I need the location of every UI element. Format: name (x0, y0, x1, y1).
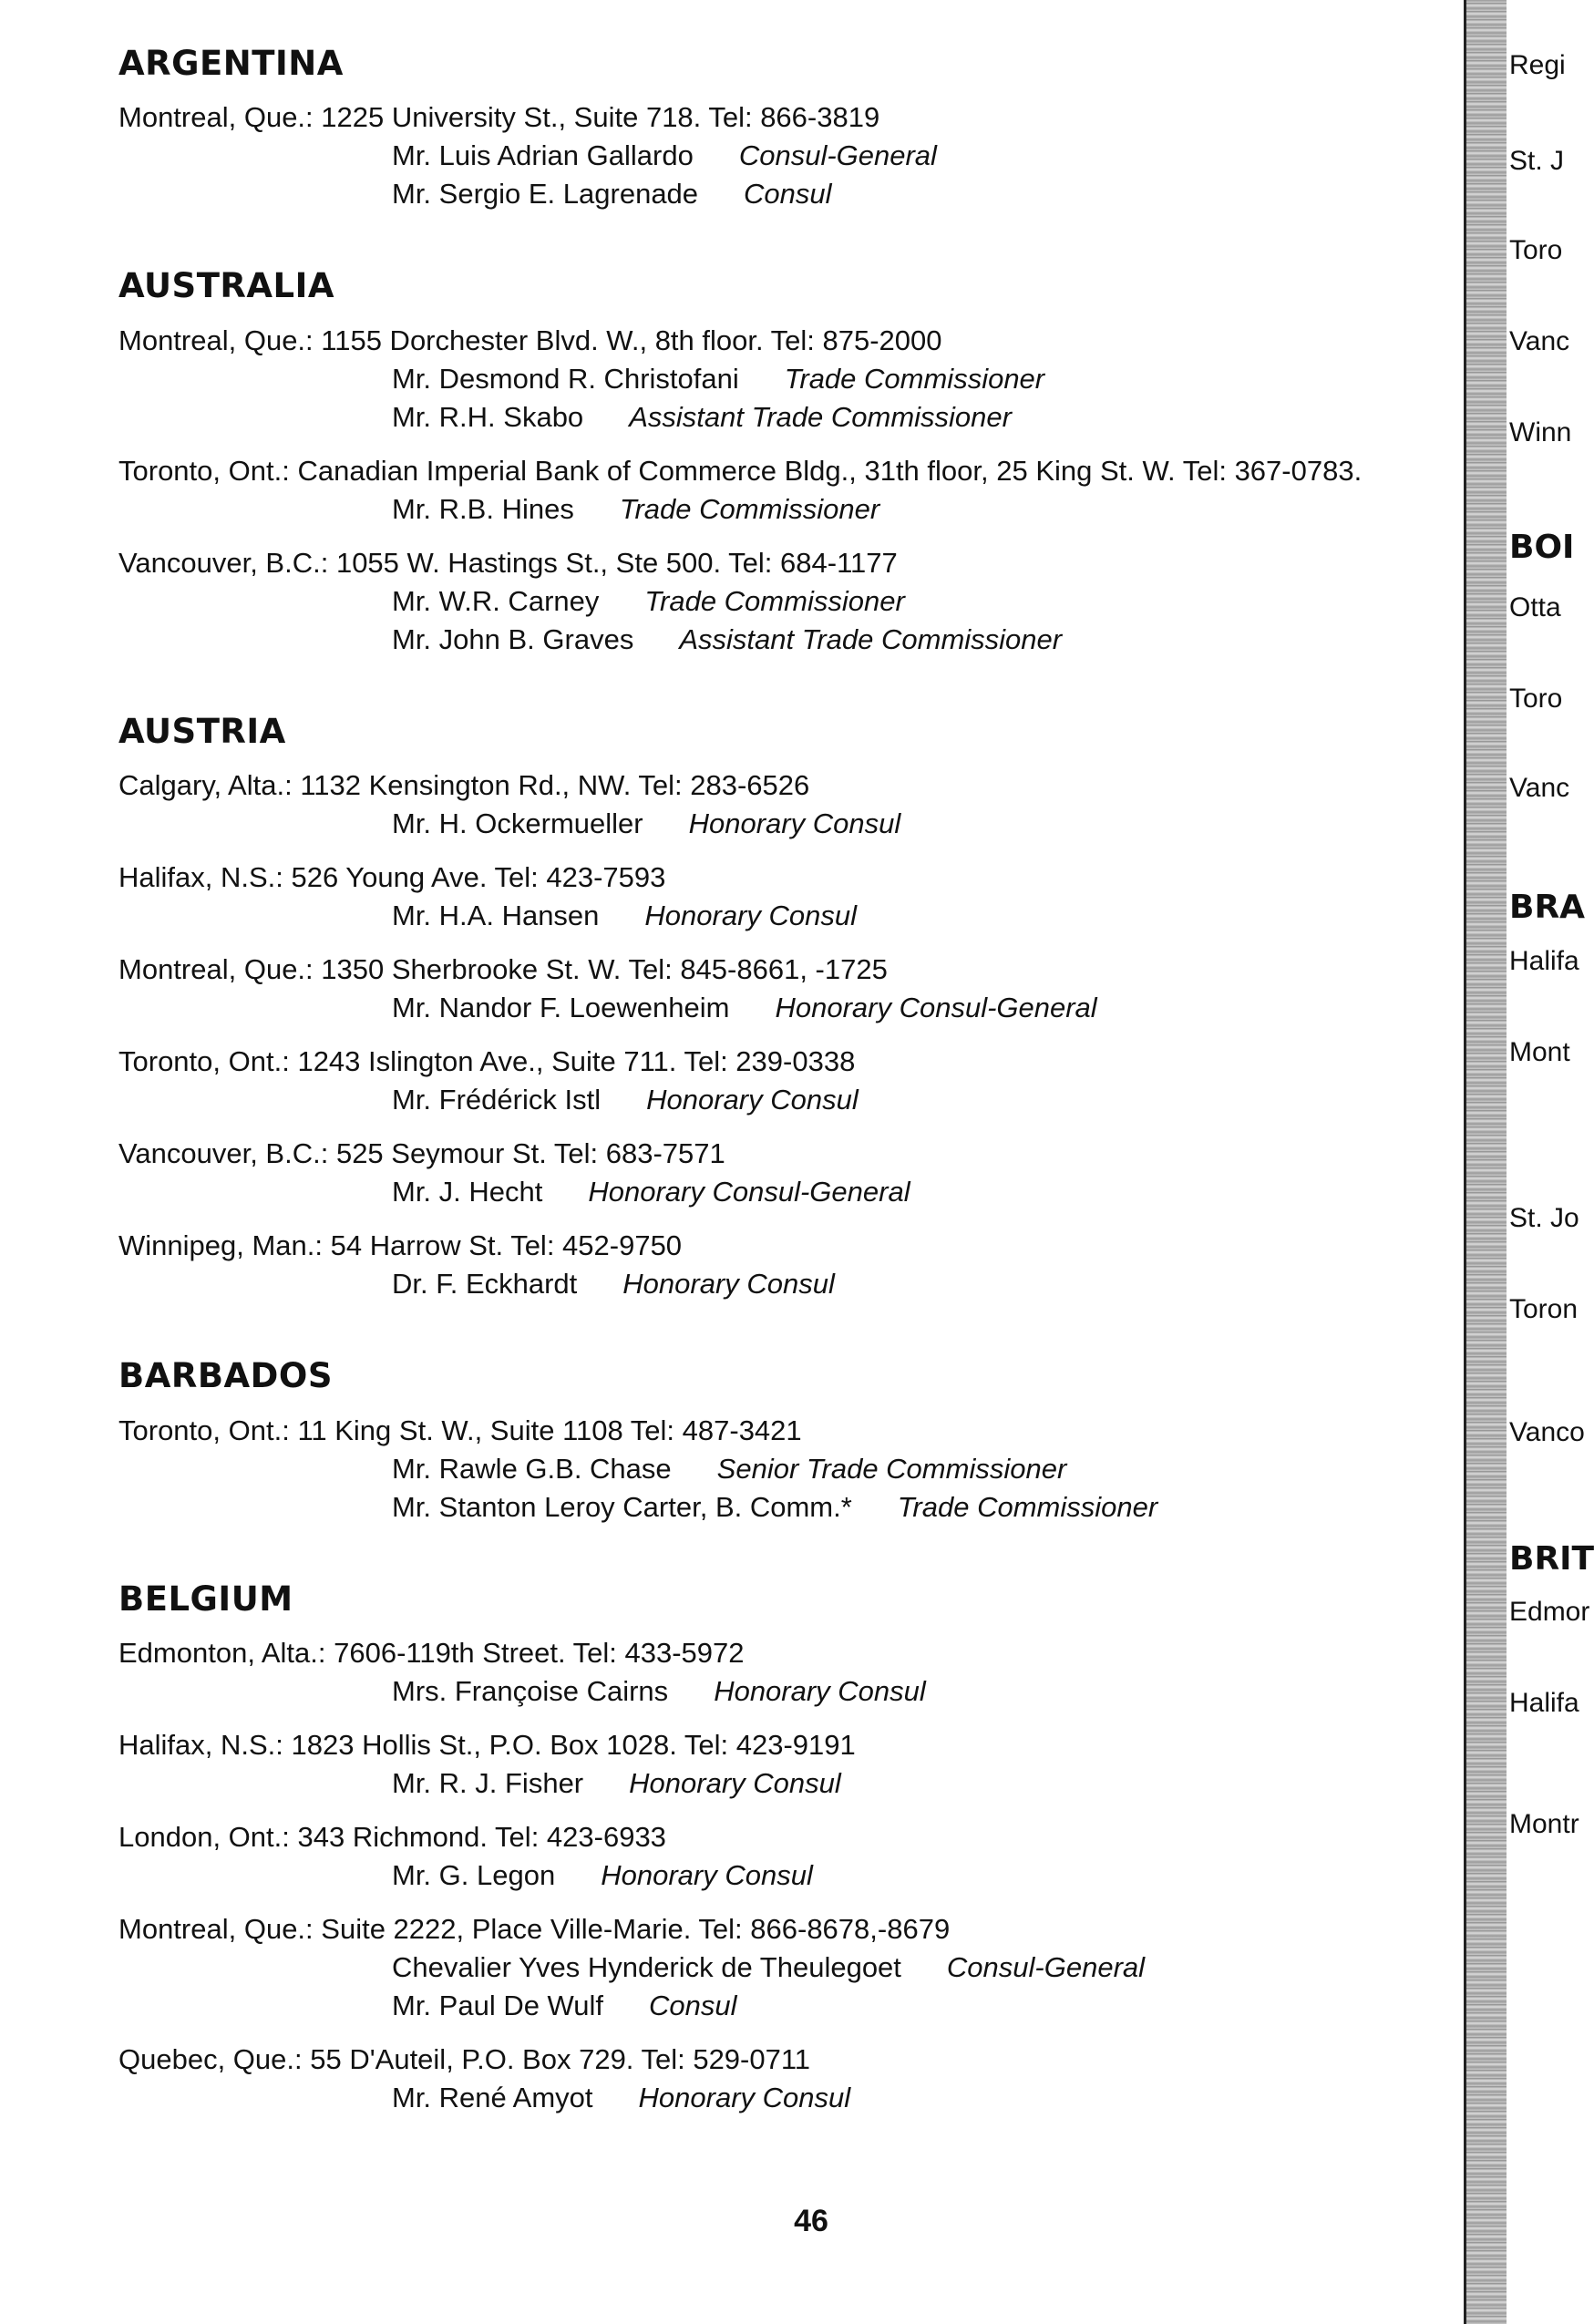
facing-page-text-fragment: Halifa (1509, 1688, 1579, 1718)
official-title: Honorary Consul (714, 1674, 926, 1707)
office-entry (118, 1634, 1449, 1711)
country-heading: ARGENTINA (118, 44, 344, 83)
office-address: Suite 2222, Place Ville-Marie. Tel: 866-8678,-8679 (321, 1912, 951, 1945)
official-name: Mr. G. Legon (392, 1858, 556, 1891)
office-address-line (118, 2041, 1449, 2079)
official-title: Honorary Consul (622, 1268, 835, 1301)
official-name: Mr. Paul De Wulf (392, 1989, 604, 2021)
office-entry (118, 1726, 1449, 1803)
office-entry (118, 1135, 1449, 1211)
facing-page-text-fragment: Vanc (1509, 773, 1570, 803)
facing-page-text-fragment: Winn (1509, 417, 1572, 447)
official-name: Mr. R.H. Skabo (392, 400, 584, 433)
facing-page-text-fragment: Halifa (1509, 946, 1579, 976)
office-entry (118, 452, 1449, 529)
office-address-line (118, 951, 1449, 989)
official-row (118, 398, 1449, 437)
office-address-line (118, 1227, 1449, 1265)
official-row (118, 1081, 1449, 1119)
official-row (118, 989, 1449, 1027)
official-title: Honorary Consul-General (588, 1176, 910, 1208)
country-heading: BARBADOS (118, 1356, 333, 1396)
facing-page-text-fragment: Montr (1509, 1809, 1579, 1839)
page-number: 46 (794, 2204, 828, 2238)
official-name: Mr. R.B. Hines (392, 492, 574, 525)
office-address-line (118, 1818, 1449, 1856)
country-heading: AUSTRALIA (118, 266, 335, 306)
official-name: Mr. Desmond R. Christofani (392, 362, 739, 395)
office-address-line (118, 766, 1449, 805)
office-address-line (118, 452, 1431, 490)
facing-page-heading-fragment: BRA (1509, 889, 1586, 926)
office-address: 55 D'Auteil, P.O. Box 729. Tel: 529-0711 (310, 2042, 811, 2075)
official-row (118, 1450, 1449, 1488)
official-title: Trade Commissioner (644, 584, 905, 617)
official-title: Assistant Trade Commissioner (629, 400, 1012, 433)
official-name: Mr. R. J. Fisher (392, 1766, 584, 1799)
office-address-line (118, 544, 1449, 582)
page-gutter (1464, 0, 1507, 2324)
office-entry (118, 1412, 1449, 1527)
official-name: Mrs. Françoise Cairns (392, 1674, 669, 1707)
office-entry (118, 2041, 1449, 2117)
country-section (118, 1579, 1449, 2117)
office-address: 1225 University St., Suite 718. Tel: 866-3819 (321, 101, 880, 134)
official-name: Mr. Sergio E. Lagrenade (392, 178, 699, 211)
country-heading: BELGIUM (118, 1578, 293, 1619)
official-row (118, 490, 1449, 529)
official-name: Mr. Frédérick Istl (392, 1084, 602, 1116)
official-row (118, 1949, 1449, 1987)
office-address-line (118, 1634, 1449, 1672)
office-address: 1055 W. Hastings St., Ste 500. Tel: 684-1177 (335, 546, 898, 579)
official-row (118, 2079, 1449, 2117)
office-entry (118, 1910, 1449, 2025)
office-city: Winnipeg, Man.: (118, 1229, 323, 1262)
official-title: Honorary Consul (646, 1084, 859, 1116)
official-row (118, 582, 1449, 621)
official-name: Mr. H.A. Hansen (392, 900, 600, 932)
official-title: Senior Trade Commissioner (716, 1452, 1067, 1485)
office-entry (118, 98, 1449, 213)
office-city: Calgary, Alta.: (118, 769, 293, 802)
office-entry (118, 544, 1449, 659)
official-title: Consul-General (946, 1950, 1146, 1983)
office-address-line (118, 98, 1449, 137)
office-address: Canadian Imperial Bank of Commerce Bldg., 31th floor, 25 King St. W. Tel: 367-0783. (297, 454, 1363, 487)
office-city: London, Ont.: (118, 1820, 290, 1853)
facing-page-text-fragment: Edmor (1509, 1597, 1590, 1627)
official-row (118, 1265, 1449, 1303)
official-name: Mr. Luis Adrian Gallardo (392, 139, 694, 172)
official-title: Trade Commissioner (619, 492, 880, 525)
office-entry (118, 322, 1449, 437)
official-title: Honorary Consul (638, 2081, 851, 2113)
official-title: Consul (744, 178, 832, 211)
facing-page-text-fragment: Regi (1509, 50, 1566, 80)
office-address: 1823 Hollis St., P.O. Box 1028. Tel: 423-9191 (291, 1728, 856, 1761)
official-name: Chevalier Yves Hynderick de Theulegoet (392, 1950, 901, 1983)
facing-page-text-fragment: St. Jo (1509, 1203, 1579, 1233)
office-address: 1243 Islington Ave., Suite 711. Tel: 239-0338 (297, 1045, 856, 1078)
official-title: Honorary Consul (688, 807, 901, 840)
office-entry (118, 1818, 1449, 1895)
office-entry (118, 1043, 1449, 1119)
office-address: 1132 Kensington Rd., NW. Tel: 283-6526 (300, 769, 810, 802)
official-row (118, 1987, 1449, 2025)
office-address-line (118, 1043, 1449, 1081)
official-title: Honorary Consul (629, 1766, 841, 1799)
office-city: Halifax, N.S.: (118, 1728, 283, 1761)
office-city: Vancouver, B.C.: (118, 546, 329, 579)
official-title: Honorary Consul-General (775, 992, 1097, 1024)
country-section (118, 1356, 1449, 1526)
official-row (118, 1488, 1449, 1527)
official-name: Mr. Rawle G.B. Chase (392, 1452, 672, 1485)
facing-page-text-fragment: Vanc (1509, 326, 1570, 356)
official-row (118, 175, 1449, 213)
official-name: Dr. F. Eckhardt (392, 1268, 578, 1301)
office-city: Edmonton, Alta.: (118, 1636, 326, 1669)
office-entry (118, 1227, 1449, 1303)
official-row (118, 360, 1449, 398)
office-entry (118, 766, 1449, 843)
office-address: 343 Richmond. Tel: 423-6933 (297, 1820, 666, 1853)
official-name: Mr. Stanton Leroy Carter, B. Comm.* (392, 1490, 852, 1523)
facing-page-text-fragment: St. J (1509, 146, 1565, 176)
office-address-line (118, 859, 1449, 897)
official-row (118, 621, 1449, 659)
official-name: Mr. John B. Graves (392, 622, 634, 655)
office-city: Vancouver, B.C.: (118, 1137, 329, 1170)
facing-page-text-fragment: Mont (1509, 1037, 1570, 1067)
official-title: Trade Commissioner (897, 1490, 1158, 1523)
facing-page-text-fragment: Otta (1509, 592, 1561, 622)
official-row (118, 897, 1449, 935)
official-title: Consul-General (738, 139, 937, 172)
office-entry (118, 859, 1449, 935)
official-title: Consul (649, 1989, 737, 2021)
facing-page-heading-fragment: BRIT (1509, 1540, 1594, 1578)
country-heading: AUSTRIA (118, 711, 286, 751)
facing-page-text-fragment: Toro (1509, 235, 1563, 265)
office-city: Toronto, Ont.: (118, 454, 290, 487)
official-row (118, 1764, 1449, 1803)
office-city: Toronto, Ont.: (118, 1414, 290, 1446)
office-address-line (118, 1412, 1449, 1450)
country-section (118, 266, 1449, 658)
office-city: Montreal, Que.: (118, 101, 314, 134)
country-section (118, 44, 1449, 213)
facing-page-heading-fragment: BOI (1509, 529, 1575, 566)
official-name: Mr. René Amyot (392, 2081, 593, 2113)
office-city: Montreal, Que.: (118, 1912, 314, 1945)
official-title: Assistant Trade Commissioner (679, 622, 1063, 655)
official-title: Honorary Consul (601, 1858, 813, 1891)
country-section (118, 712, 1449, 1303)
office-city: Montreal, Que.: (118, 324, 314, 356)
office-address: 7606-119th Street. Tel: 433-5972 (334, 1636, 745, 1669)
official-row (118, 1856, 1449, 1895)
office-address: 525 Seymour St. Tel: 683-7571 (335, 1137, 725, 1170)
office-address-line (118, 322, 1449, 360)
office-address-line (118, 1135, 1449, 1173)
office-address: 1350 Sherbrooke St. W. Tel: 845-8661, -1725 (321, 953, 888, 986)
office-address: 11 King St. W., Suite 1108 Tel: 487-3421 (297, 1414, 802, 1446)
office-city: Montreal, Que.: (118, 953, 314, 986)
official-title: Honorary Consul (644, 900, 858, 932)
office-city: Halifax, N.S.: (118, 861, 283, 894)
official-name: Mr. Nandor F. Loewenheim (392, 992, 730, 1024)
office-address: 526 Young Ave. Tel: 423-7593 (291, 861, 666, 894)
facing-page-fragment (1504, 0, 1594, 2324)
facing-page-text-fragment: Vanco (1509, 1417, 1585, 1447)
official-name: Mr. J. Hecht (392, 1176, 543, 1208)
office-entry (118, 951, 1449, 1027)
office-address-line (118, 1910, 1449, 1949)
official-row (118, 1672, 1449, 1711)
official-row (118, 805, 1449, 843)
office-city: Toronto, Ont.: (118, 1045, 290, 1078)
official-title: Trade Commissioner (784, 362, 1045, 395)
office-city: Quebec, Que.: (118, 2042, 303, 2075)
official-row (118, 1173, 1449, 1211)
facing-page-text-fragment: Toron (1509, 1294, 1579, 1324)
facing-page-text-fragment: Toro (1509, 684, 1563, 714)
office-address: 1155 Dorchester Blvd. W., 8th floor. Tel: 875-2000 (321, 324, 942, 356)
office-address: 54 Harrow St. Tel: 452-9750 (330, 1229, 683, 1262)
official-name: Mr. H. Ockermueller (392, 807, 643, 840)
office-address-line (118, 1726, 1449, 1764)
official-row (118, 137, 1449, 175)
official-name: Mr. W.R. Carney (392, 584, 600, 617)
consulate-listing (118, 44, 1449, 2170)
